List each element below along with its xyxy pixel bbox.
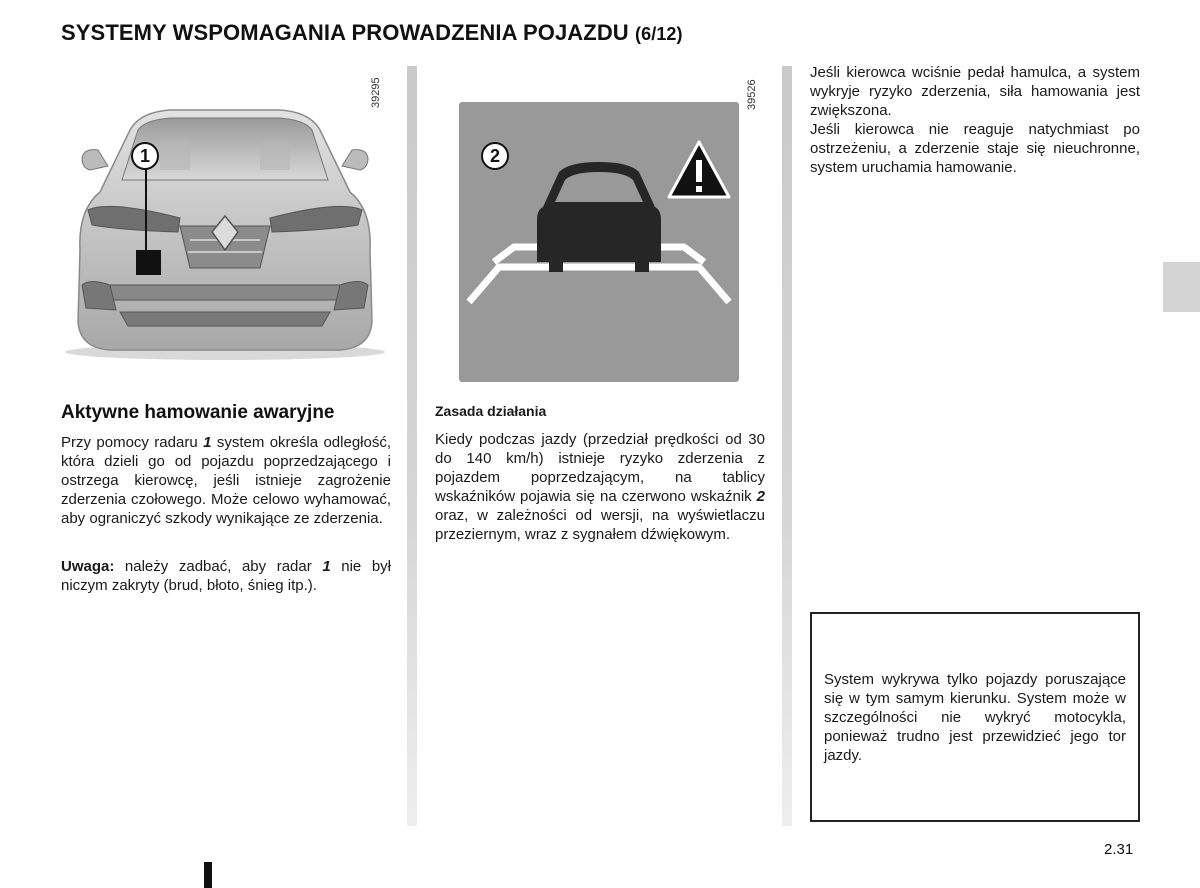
- limitations-note-text: System wykrywa tylko pojazdy poruszające się w tym samym kierunku. System może w szczególności nie wykryć motocykla, ponieważ trudno jest przewidzieć jego tor jazdy.: [824, 671, 1126, 764]
- callout-1: 1: [131, 142, 159, 170]
- warning-triangle-icon: [669, 142, 729, 197]
- margin-marker: [204, 862, 212, 888]
- braking-description: [810, 63, 1140, 177]
- section-heading: Aktywne hamowanie awaryjne: [61, 402, 335, 423]
- figure-number-1: 39295: [370, 77, 382, 108]
- figure-number-2: 39526: [746, 79, 758, 110]
- car-front-icon: [537, 162, 661, 272]
- braking-paragraph-2: Jeśli kierowca nie reaguje natychmiast po ostrzeżeniu, a zderzenie staje się nieuchronne, system uruchamia hamowanie.: [810, 121, 1140, 176]
- braking-paragraph-1: Jeśli kierowca wciśnie pedał hamulca, a system wykryje ryzyko zderzenia, siła hamowania jest zwiększona.: [810, 64, 1140, 119]
- radar-description: Przy pomocy radaru 1 system określa odległość, która dzieli go od pojazdu poprzedzającego i ostrzega kierowcę, jeśli istnieje zagrożenie zderzenia czołowego. Może celowo wyhamować, aby ograniczyć szkody wynikające ze zderzenia.: [61, 434, 392, 527]
- operating-principle-heading: Zasada działania: [435, 403, 547, 419]
- operating-principle-text: Kiedy podczas jazdy (przedział prędkości od 30 do 140 km/h) istnieje ryzyko zderzenia z pojazdem poprzedzającym, na tablicy wskaźników pojawia się na czerwono wskaźnik 2 oraz, w zależności od wersji, na wyświetlaczu przeziernym, wraz z sygnałem dźwiękowym.: [435, 431, 765, 543]
- section-side-tab: [1163, 262, 1200, 312]
- page-title: [61, 20, 683, 46]
- callout-2: 2: [481, 142, 509, 170]
- page-number: 2.31: [1104, 841, 1134, 858]
- page-part-indicator: (6/12): [635, 24, 683, 44]
- column-divider-left: [407, 66, 417, 826]
- limitations-note-box: [810, 612, 1140, 822]
- page-title-text: SYSTEMY WSPOMAGANIA PROWADZENIA POJAZDU: [61, 20, 629, 45]
- column-divider-right: [782, 66, 792, 826]
- radar-note: Uwaga: należy zadbać, aby radar 1 nie był niczym zakryty (brud, błoto, śnieg itp.).: [61, 558, 391, 594]
- car-front-illustration: [60, 100, 390, 365]
